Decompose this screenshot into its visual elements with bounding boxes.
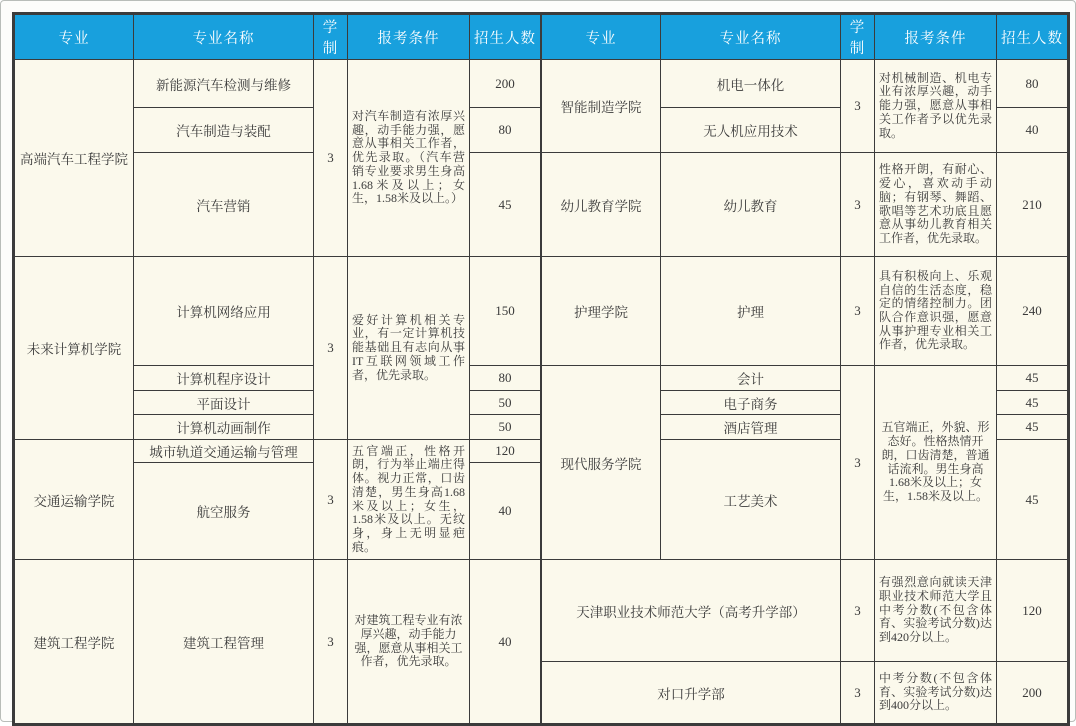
major-cell: 城市轨道交通运输与管理 <box>134 440 314 463</box>
requirements-cell: 五官端正，外貌、形态好。性格热情开朗，口齿清楚，普通话流利。男生身高1.68米及以上；女生，1.58米及以上。 <box>875 366 997 560</box>
major-cell: 工艺美术 <box>661 440 841 560</box>
college-cell: 建筑工程学院 <box>15 560 134 724</box>
duration-cell: 3 <box>841 60 875 153</box>
enrollment-cell: 45 <box>997 391 1068 415</box>
major-cell: 汽车制造与装配 <box>134 108 314 153</box>
requirements-cell: 具有积极向上、乐观自信的生活态度，稳定的情绪控制力。团队合作意识强，愿意从事护理专业相关工作者，优先录取。 <box>875 257 997 366</box>
header-major: 专业 <box>15 15 134 60</box>
header-enrollment: 招生人数 <box>470 15 541 60</box>
duration-cell: 3 <box>314 560 348 724</box>
table-row <box>542 560 1068 662</box>
requirements-cell: 对建筑工程专业有浓厚兴趣，动手能力强，愿意从事相关工作者，优先录取。 <box>348 560 470 724</box>
major-cell: 幼儿教育 <box>661 153 841 257</box>
requirements-cell: 对机械制造、机电专业有浓厚兴趣，动手能力强，愿意从事相关工作者予以优先录取。 <box>875 60 997 153</box>
admissions-table-left <box>14 14 541 724</box>
enrollment-cell: 120 <box>997 560 1068 662</box>
major-cell: 计算机网络应用 <box>134 257 314 366</box>
enrollment-cell: 50 <box>470 415 541 440</box>
admissions-table-right <box>541 14 1068 724</box>
table-row <box>15 257 541 366</box>
major-cell: 电子商务 <box>661 391 841 415</box>
requirements-cell: 对汽车制造有浓厚兴趣，动手能力强，愿意从事相关工作者，优先录取。（汽车营销专业要求男生身高1.68米及以上；女生，1.58米及以上。） <box>348 60 470 257</box>
requirements-cell: 中考分数(不包含体育、实验考试分数)达到400分以上。 <box>875 662 997 724</box>
table-row <box>15 560 541 724</box>
duration-cell: 3 <box>841 366 875 560</box>
header-row-left <box>15 15 541 60</box>
major-cell: 计算机程序设计 <box>134 366 314 391</box>
major-cell: 计算机动画制作 <box>134 415 314 440</box>
college-cell: 高端汽车工程学院 <box>15 60 134 257</box>
department-cell: 天津职业技术师范大学（高考升学部） <box>542 560 841 662</box>
enrollment-cell: 45 <box>997 366 1068 391</box>
major-cell: 会计 <box>661 366 841 391</box>
department-cell: 对口升学部 <box>542 662 841 724</box>
duration-cell: 3 <box>841 153 875 257</box>
enrollment-cell: 45 <box>997 415 1068 440</box>
major-cell: 航空服务 <box>134 463 314 560</box>
enrollment-cell: 200 <box>470 60 541 108</box>
duration-cell: 3 <box>841 662 875 724</box>
college-cell: 幼儿教育学院 <box>542 153 661 257</box>
admissions-table <box>12 12 1070 726</box>
header-duration: 学制 <box>314 15 348 60</box>
enrollment-cell: 240 <box>997 257 1068 366</box>
major-cell: 汽车营销 <box>134 153 314 257</box>
enrollment-cell: 40 <box>470 463 541 560</box>
duration-cell: 3 <box>841 257 875 366</box>
enrollment-cell: 80 <box>997 60 1068 108</box>
enrollment-cell: 80 <box>470 366 541 391</box>
table-row <box>542 662 1068 724</box>
table-row <box>542 257 1068 366</box>
header-requirements: 报考条件 <box>348 15 470 60</box>
header-requirements: 报考条件 <box>875 15 997 60</box>
enrollment-cell: 40 <box>997 108 1068 153</box>
major-cell: 机电一体化 <box>661 60 841 108</box>
duration-cell: 3 <box>314 60 348 257</box>
table-row <box>542 60 1068 108</box>
header-enrollment: 招生人数 <box>997 15 1068 60</box>
college-cell: 智能制造学院 <box>542 60 661 153</box>
duration-cell: 3 <box>841 560 875 662</box>
major-cell: 建筑工程管理 <box>134 560 314 724</box>
enrollment-cell: 120 <box>470 440 541 463</box>
enrollment-cell: 200 <box>997 662 1068 724</box>
major-cell: 护理 <box>661 257 841 366</box>
enrollment-cell: 150 <box>470 257 541 366</box>
major-cell: 平面设计 <box>134 391 314 415</box>
college-cell: 未来计算机学院 <box>15 257 134 440</box>
table-row <box>15 440 541 463</box>
college-cell: 现代服务学院 <box>542 366 661 560</box>
requirements-cell: 五官端正，性格开朗，行为举止端庄得体。视力正常，口齿清楚，男生身高1.68米及以上；女生，1.58米及以上。无纹身，身上无明显疤痕。 <box>348 440 470 560</box>
major-cell: 无人机应用技术 <box>661 108 841 153</box>
enrollment-cell: 40 <box>470 560 541 724</box>
table-row <box>542 153 1068 257</box>
header-row-right <box>542 15 1068 60</box>
major-cell: 新能源汽车检测与维修 <box>134 60 314 108</box>
requirements-cell: 有强烈意向就读天津职业技术师范大学且中考分数(不包含体育、实验考试分数)达到420分以上。 <box>875 560 997 662</box>
college-cell: 护理学院 <box>542 257 661 366</box>
header-duration: 学制 <box>841 15 875 60</box>
enrollment-cell: 50 <box>470 391 541 415</box>
enrollment-cell: 80 <box>470 108 541 153</box>
duration-cell: 3 <box>314 257 348 440</box>
enrollment-cell: 45 <box>470 153 541 257</box>
header-major-name: 专业名称 <box>661 15 841 60</box>
enrollment-cell: 210 <box>997 153 1068 257</box>
table-row <box>15 60 541 108</box>
requirements-cell: 性格开朗，有耐心、爱心，喜欢动手动脑；有钢琴、舞蹈、歌唱等艺术功底且愿意从事幼儿教育相关工作者，优先录取。 <box>875 153 997 257</box>
header-major-name: 专业名称 <box>134 15 314 60</box>
requirements-cell: 爱好计算机相关专业，有一定计算机技能基础且有志向从事IT互联网领域工作者，优先录取。 <box>348 257 470 440</box>
enrollment-cell: 45 <box>997 440 1068 560</box>
header-major: 专业 <box>542 15 661 60</box>
table-row <box>542 366 1068 391</box>
college-cell: 交通运输学院 <box>15 440 134 560</box>
duration-cell: 3 <box>314 440 348 560</box>
major-cell: 酒店管理 <box>661 415 841 440</box>
